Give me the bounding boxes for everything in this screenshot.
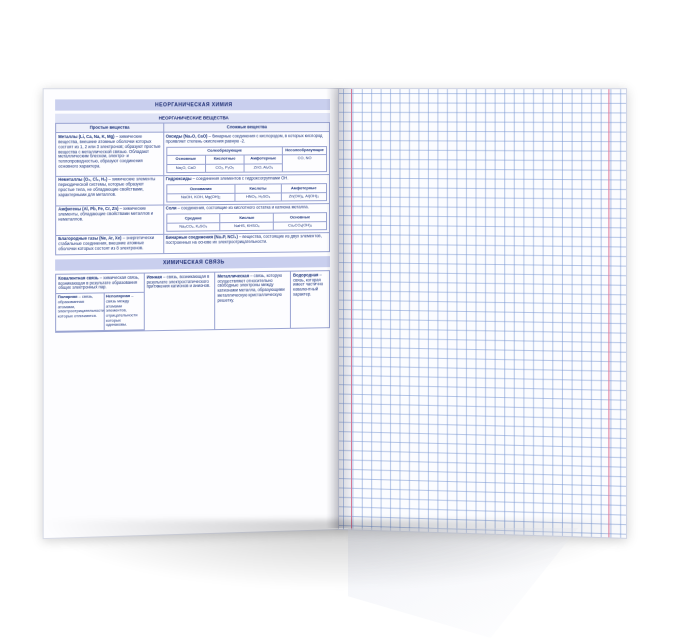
cell-hydroxides: [163, 174, 329, 204]
value-acids: HNO₃, H₂SO₄: [235, 193, 281, 202]
header-acids: Кислоты: [235, 184, 281, 193]
definition-nonpolar-bond: – связь между атомами элементов, отрицательности которых одинаковы.: [105, 293, 138, 328]
header-normal-salts: Средние: [166, 214, 220, 223]
table-row: [56, 203, 330, 235]
left-printed-page: [43, 88, 340, 539]
definition-metallic-bond: – связь, которую осуществляют относительно свободные электроны между катионами металла, образующими металлическую кристаллическую решетку.: [217, 272, 285, 304]
cell-metallic-bond: [215, 271, 291, 329]
right-grid-page: [338, 88, 627, 539]
term-polar-bond: Полярная: [57, 294, 78, 300]
cell-noble-gases: [56, 234, 164, 254]
definition-metals: – химические вещества, внешние атомные оболочки которых состоят из 1, 2 или 3 электронов; образуют простые вещества с металлической связью. Обладают металлическим блеском, электро- и теплопроводностью, образуют соединения основного характера.: [58, 133, 161, 169]
term-hydroxides: Гидроксиды: [165, 176, 192, 182]
term-hydrogen-bond: Водородная: [293, 271, 319, 278]
table-row: [56, 174, 330, 205]
term-covalent-bond: Ковалентная связь: [58, 274, 99, 281]
term-metallic-bond: Металлическая: [217, 272, 250, 279]
value-amphoteric-hydroxides: Zn(OH)₂, Al(OH)₃: [281, 192, 327, 201]
definition-hydrogen-bond: – связь, которая имеет частично ковалентный характер.: [293, 271, 324, 297]
cell-amphigens: [56, 205, 164, 236]
term-binary-compounds: Бинарные соединения (Na₃P, NCl₃): [165, 234, 238, 241]
definition-nonmetals: – химические элементы периодической системы, которые образуют простые тела, не обладающие свойствами, характерными для металлов.: [58, 176, 156, 198]
col-header-simple-substances: Простые вещества: [56, 123, 164, 133]
definition-amphigens: – химические элементы, обладающие свойствами металлов и неметаллов.: [58, 205, 154, 222]
cell-metals: [56, 132, 164, 176]
table-row: [166, 192, 326, 202]
table-inorganic-substances: [55, 122, 330, 255]
cell-hydrogen-bond: [291, 271, 330, 328]
definition-binary-compounds: – вещества, состоящие из двух элементов, построенных на основе их электроотрицательности.: [165, 233, 322, 246]
definition-ionic-bond: – связь, возникающая в результате электростатического притяжения катионов и анионов.: [146, 273, 211, 290]
header-non-salt-forming: Несолеобразующие: [283, 146, 327, 155]
margin-line-right: [608, 89, 609, 537]
table-covalent-subtypes: [56, 293, 143, 332]
value-basic-oxides: Na₂O, CaO: [166, 164, 205, 173]
term-noble-gases: Благородные газы (Ne, Ar, Xe): [58, 235, 122, 242]
subsection-band-inorganic-substances: НЕОРГАНИЧЕСКИЕ ВЕЩЕСТВА: [55, 113, 330, 123]
open-notebook: [48, 88, 628, 538]
cell-oxides: [163, 132, 329, 176]
term-nonmetals: Неметаллы (O₂, Cl₂, H₂): [58, 176, 108, 183]
term-oxides: Оксиды (Na₂O, CaO): [165, 133, 208, 139]
header-amphoteric-hydroxides: Амфотерные: [281, 184, 327, 193]
value-acid-salts: NaHS, KHSO₄: [220, 222, 273, 231]
term-metals: Металлы (Li, Ca, Na, K, Mg): [58, 133, 115, 139]
table-row: [56, 271, 330, 294]
cell-ionic-bond: [144, 272, 215, 330]
header-bases: Основания: [166, 184, 235, 193]
table-row: [56, 293, 143, 331]
value-bases: NaOH, KOH, Mg(OH)₂: [166, 193, 235, 202]
header-basic-salts: Основные: [273, 213, 326, 222]
table-oxide-types: [166, 146, 327, 173]
header-amphoteric-oxides: Амфотерные: [244, 155, 283, 164]
book-drop-shadow: [40, 520, 640, 590]
header-salt-forming: Солеобразующие: [166, 146, 282, 155]
cell-binary-compounds: [163, 232, 329, 253]
term-amphigens: Амфигены (Al, Pb, Fe, Cr, Zn): [58, 206, 119, 212]
cell-polar-bond: [56, 293, 104, 330]
table-hydroxide-types: [166, 183, 327, 202]
cell-nonpolar-bond: [104, 293, 144, 330]
definition-polar-bond: – связь, образованная атомами, электроотрицательности которых отличаются.: [57, 293, 105, 319]
definition-hydroxides: – соединения элементов с гидроксогруппами OH.: [192, 175, 289, 182]
margin-line-left: [351, 89, 352, 529]
definition-oxides: – бинарные соединения с кислородом, в которых кислород проявляет степень окисления равную -2.: [165, 132, 323, 144]
col-header-complex-substances: Сложные вещества: [163, 123, 329, 133]
cell-covalent-subtypes: [56, 292, 144, 332]
table-row: [56, 232, 330, 254]
value-amphoteric-oxides: ZnO, Al₂O₃: [244, 163, 283, 172]
table-salt-types: [166, 212, 327, 232]
value-normal-salts: Na₂CO₃, K₂SO₄: [166, 222, 220, 231]
definition-salts: – соединения, состоящие из кислотного остатка и катиона металла.: [177, 204, 309, 211]
cell-nonmetals: [56, 175, 164, 205]
header-acid-salts: Кислые: [220, 213, 273, 222]
term-nonpolar-bond: Неполярная: [105, 293, 131, 299]
header-basic-oxides: Основные: [166, 155, 205, 164]
cell-covalent-bond: [56, 273, 144, 293]
table-row: [166, 221, 326, 231]
value-basic-salts: Cu₂CO₃(OH)₂: [273, 221, 326, 230]
reference-sheet: [44, 89, 339, 538]
term-ionic-bond: Ионная: [146, 273, 162, 280]
section-band-chemical-bond: ХИМИЧЕСКАЯ СВЯЗЬ: [55, 256, 330, 271]
table-chemical-bond: [55, 270, 330, 332]
section-band-inorganic-chemistry: НЕОРГАНИЧЕСКАЯ ХИМИЯ: [55, 99, 330, 111]
value-acidic-oxides: CO₂, P₂O₅: [205, 164, 244, 173]
graph-paper-grid: [339, 89, 626, 538]
table-row: [56, 132, 330, 176]
cell-salts: [163, 203, 329, 234]
value-non-salt-forming: CO, NO: [283, 155, 327, 172]
definition-noble-gases: – энергетически стабильные соединения, внешние атомные оболочки которых состоят из 8 электронов.: [58, 235, 155, 252]
header-acidic-oxides: Кислотные: [205, 155, 244, 164]
definition-covalent-bond: – химическая связь, возникающая в результате образования общих электронных пар.: [58, 274, 140, 291]
term-salts: Соли: [165, 205, 177, 211]
